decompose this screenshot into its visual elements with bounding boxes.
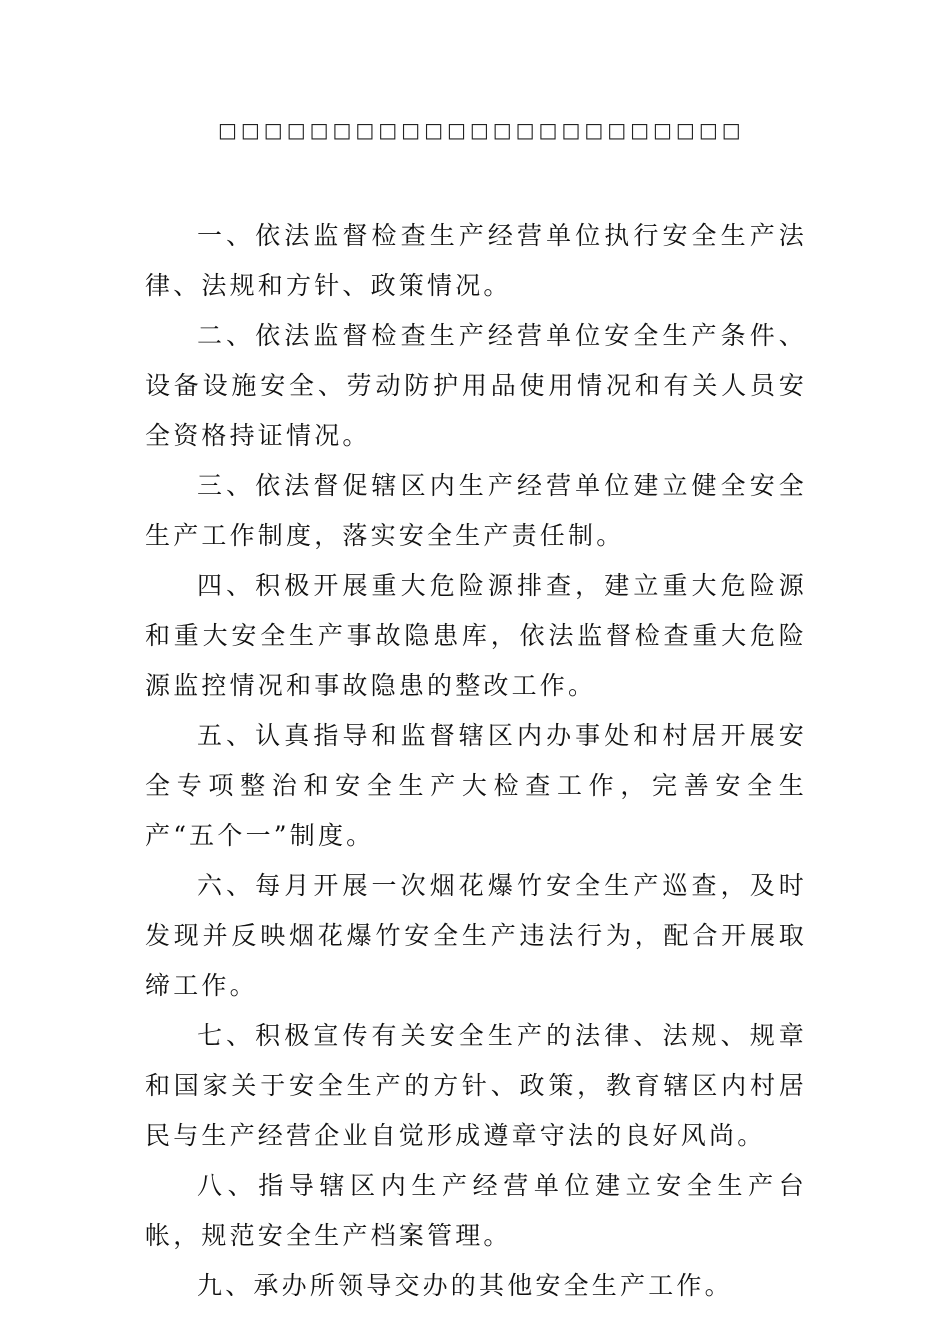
paragraph-5: 五、认真指导和监督辖区内办事处和村居开展安全专项整治和安全生产大检查工作，完善安全生产“五个一”制度。 xyxy=(145,721,807,850)
paragraph-7: 七、积极宣传有关安全生产的法律、法规、规章和国家关于安全生产的方针、政策，教育辖区内村居民与生产经营企业自觉形成遵章守法的良好风尚。 xyxy=(145,1021,807,1150)
document-title: □□□□□□□□□□□□□□□□□□□□□□□ xyxy=(218,118,745,142)
paragraph-4: 四、积极开展重大危险源排查，建立重大危险源和重大安全生产事故隐患库，依法监督检查重大危险源监控情况和事故隐患的整改工作。 xyxy=(145,571,807,700)
paragraph-8: 八、指导辖区内生产经营单位建立安全生产台帐，规范安全生产档案管理。 xyxy=(145,1171,807,1250)
paragraph-3: 三、依法督促辖区内生产经营单位建立健全安全生产工作制度，落实安全生产责任制。 xyxy=(145,471,807,550)
paragraph-6: 六、每月开展一次烟花爆竹安全生产巡查，及时发现并反映烟花爆竹安全生产违法行为，配合开展取缔工作。 xyxy=(145,871,807,1000)
document-body xyxy=(145,211,807,1311)
paragraph-9: 九、承办所领导交办的其他安全生产工作。 xyxy=(197,1271,733,1300)
paragraph-1: 一、依法监督检查生产经营单位执行安全生产法律、法规和方针、政策情况。 xyxy=(145,221,807,300)
paragraph-2: 二、依法监督检查生产经营单位安全生产条件、设备设施安全、劳动防护用品使用情况和有关人员安全资格持证情况。 xyxy=(145,321,807,450)
